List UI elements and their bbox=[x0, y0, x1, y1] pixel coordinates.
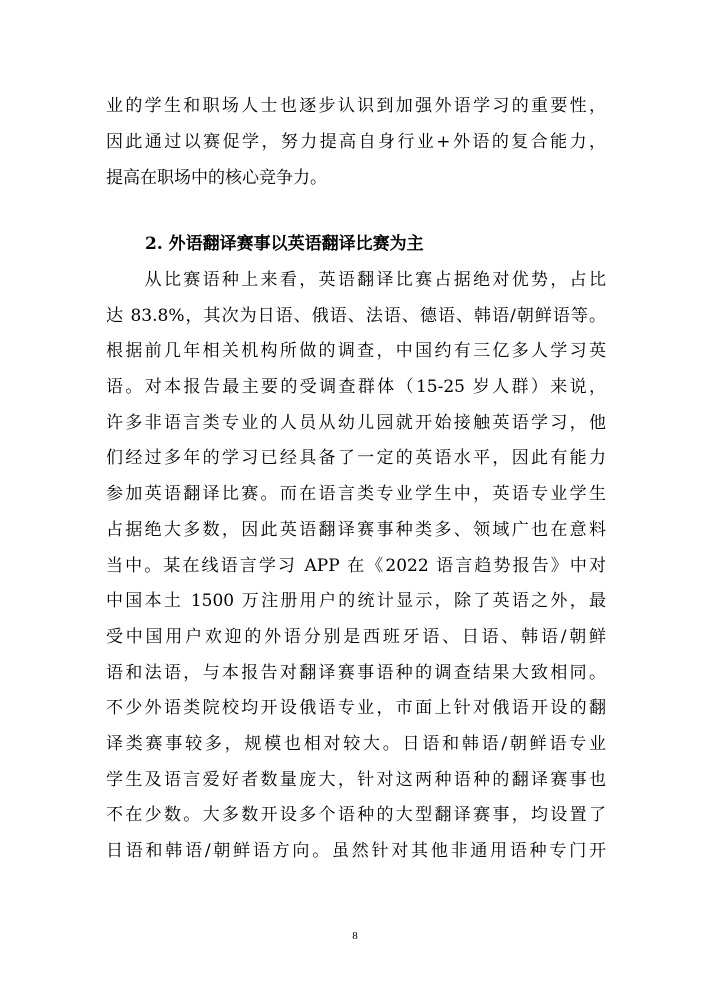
paragraph-line: 业的学生和职场人士也逐步认识到加强外语学习的重要性， bbox=[106, 96, 606, 116]
paragraph-line: 提高在职场中的核心竞争力。 bbox=[106, 168, 327, 188]
paragraph-line: 许多非语言类专业的人员从幼儿园就开始接触英语学习，他 bbox=[106, 412, 606, 433]
paragraph-line: 不少外语类院校均开设俄语专业，市面上针对俄语开设的翻 bbox=[106, 698, 606, 719]
paragraph-line: 译类赛事较多，规模也相对较大。日语和韩语/朝鲜语专业 bbox=[106, 733, 606, 754]
paragraph-line: 占据绝大多数，因此英语翻译赛事种类多、领域广也在意料 bbox=[106, 519, 606, 540]
page-number: 8 bbox=[352, 930, 358, 942]
paragraph-line: 因此通过以赛促学，努力提高自身行业+外语的复合能力， bbox=[106, 132, 606, 152]
section-heading: 2. 外语翻译赛事以英语翻译比赛为主 bbox=[145, 234, 424, 254]
paragraph-line: 语和法语，与本报告对翻译赛事语种的调查结果大致相同。 bbox=[106, 662, 606, 683]
paragraph-line: 们经过多年的学习已经具备了一定的英语水平，因此有能力 bbox=[106, 448, 606, 469]
paragraph-line: 参加英语翻译比赛。而在语言类专业学生中，英语专业学生 bbox=[106, 484, 606, 505]
paragraph-line: 受中国用户欢迎的外语分别是西班牙语、日语、韩语/朝鲜 bbox=[106, 626, 606, 647]
paragraph-line: 中国本土 1500 万注册用户的统计显示，除了英语之外，最 bbox=[106, 591, 606, 612]
paragraph-line: 当中。某在线语言学习 APP 在《2022 语言趋势报告》中对 bbox=[106, 555, 606, 576]
paragraph-line: 达 83.8%，其次为日语、俄语、法语、德语、韩语/朝鲜语等。 bbox=[106, 305, 606, 326]
paragraph-line: 学生及语言爱好者数量庞大，针对这两种语种的翻译赛事也 bbox=[106, 769, 606, 790]
paragraph-line: 日语和韩语/朝鲜语方向。虽然针对其他非通用语种专门开 bbox=[106, 841, 606, 861]
paragraph-continuation bbox=[106, 88, 606, 196]
paragraph-line: 从比赛语种上来看，英语翻译比赛占据绝对优势，占比 bbox=[106, 270, 606, 290]
paragraph-line: 不在少数。大多数开设多个语种的大型翻译赛事，均设置了 bbox=[106, 805, 606, 826]
body-paragraph bbox=[106, 263, 606, 870]
paragraph-line: 根据前几年相关机构所做的调查，中国约有三亿多人学习英 bbox=[106, 341, 606, 362]
paragraph-line: 语。对本报告最主要的受调查群体（15-25 岁人群）来说， bbox=[106, 377, 606, 398]
